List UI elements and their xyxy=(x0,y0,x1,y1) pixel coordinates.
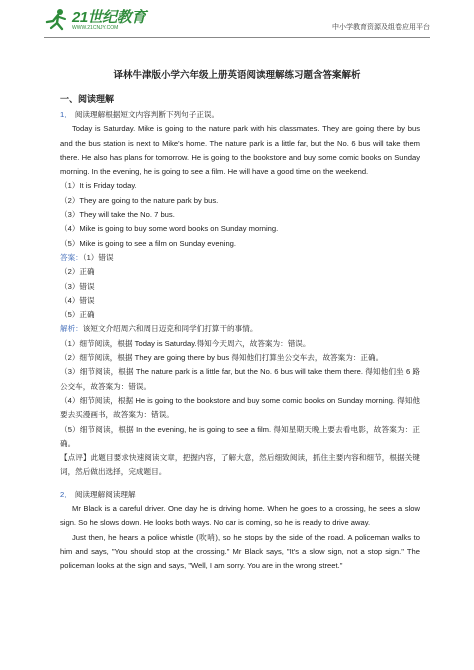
question-2-passage-p1: Mr Black is a careful driver. One day he is driving home. When he goes to a crossing, he sees a slow sign. So he slows down. He looks both ways. No car is coming, so he is ready to drive away. xyxy=(60,504,420,528)
analysis-item-2: （2）细节阅读，根据 They are going there by bus 得知他们打算坐公交车去，故答案为：正确。 xyxy=(60,353,384,363)
question-1-instruction-text: 阅读理解根据短文内容判断下列句子正误。 xyxy=(74,110,220,119)
statement-3: （3）They will take the No. 7 bus. xyxy=(60,210,175,220)
statement-5: （5）Mike is going to see a film on Sunday evening. xyxy=(60,238,237,248)
answer-row xyxy=(60,251,420,265)
analysis-item-1: （1）细节阅读，根据 Today is Saturday.得知今天周六，故答案为：错误。 xyxy=(60,338,311,348)
answer-label: 答案： xyxy=(60,252,83,262)
analysis-label: 解析： xyxy=(60,324,83,334)
logo xyxy=(44,8,146,32)
answer-5: （5）正确 xyxy=(60,310,95,320)
question-2-instruction-text: 阅读理解阅读理解 xyxy=(74,489,136,499)
logo-sub-text: WWW.21CNJY.COM xyxy=(72,24,119,31)
question-1-passage: Today is Saturday. Mike is going to the nature park with his classmates. They are going there by bus and the bus station is next to Mike's home. The nature park is a little far, but the No. 6 bus will take them there. He also has plans for tomorrow. He is going to the bookstore and buy some comic books on Sunday morning. In the evening, he is going to see a film. He will have a good time on the weekend. xyxy=(60,124,420,177)
analysis-item-5: （5）细节阅读，根据 In the evening, he is going to see a film. 得知星期天晚上要去看电影，故答案为：正确。 xyxy=(60,424,420,448)
header-divider xyxy=(44,37,430,38)
question-1-instruction xyxy=(60,108,420,122)
runner-logo-icon xyxy=(44,8,70,32)
platform-name: 中小学教育资源及组卷应用平台 xyxy=(332,23,430,31)
question-1-number: 1． xyxy=(60,110,72,119)
tip-comment: 【点评】此题目要求快速阅读文章，把握内容，了解大意，然后细致阅读，抓住主要内容和细节，根据关键词，然后做出选择，完成题目。 xyxy=(60,453,420,477)
analysis-item-4: （4）细节阅读，根据 He is going to the bookstore and buy some comic books on Sunday morning. 得知他要去买漫画书，故答案为：错误。 xyxy=(60,395,420,420)
answer-4: （4）错误 xyxy=(60,295,95,305)
page-header xyxy=(0,0,474,40)
section-heading: 一、阅读理解 xyxy=(60,95,115,105)
answer-2: （2）正确 xyxy=(60,267,95,277)
question-2-passage-p2: Just then, he hears a police whistle (吹哨), so he stops by the side of the road. A policeman walks to him and says, "You should stop at the crossing." Mr Black says, "It's a slow sign, not a stop sign." The policeman looks at the sign and says, "Well, I am sorry. You are in the wrong street." xyxy=(60,532,420,571)
analysis-intro: 该短文介绍周六和周日迈克和同学们打算干的事情。 xyxy=(82,324,258,334)
answer-1: （1）错误 xyxy=(82,252,114,262)
statement-2: （2）They are going to the nature park by bus. xyxy=(60,195,219,205)
statement-1: （1）It is Friday today. xyxy=(60,181,137,191)
document-body xyxy=(60,93,420,574)
question-2-instruction xyxy=(60,488,420,502)
logo-main-text: 21世纪教育 xyxy=(72,8,146,26)
answer-3: （3）错误 xyxy=(60,281,95,291)
question-2-number: 2． xyxy=(60,489,72,499)
document-title: 译林牛津版小学六年级上册英语阅读理解练习题含答案解析 xyxy=(113,70,361,81)
analysis-row xyxy=(60,322,420,336)
statement-4: （4）Mike is going to buy some word books on Sunday morning. xyxy=(60,224,279,234)
analysis-item-3: （3）细节阅读，根据 The nature park is a little far, but the No. 6 bus will take them there. 得知他们坐 6 路公交车，故答案为：错误。 xyxy=(60,367,420,391)
